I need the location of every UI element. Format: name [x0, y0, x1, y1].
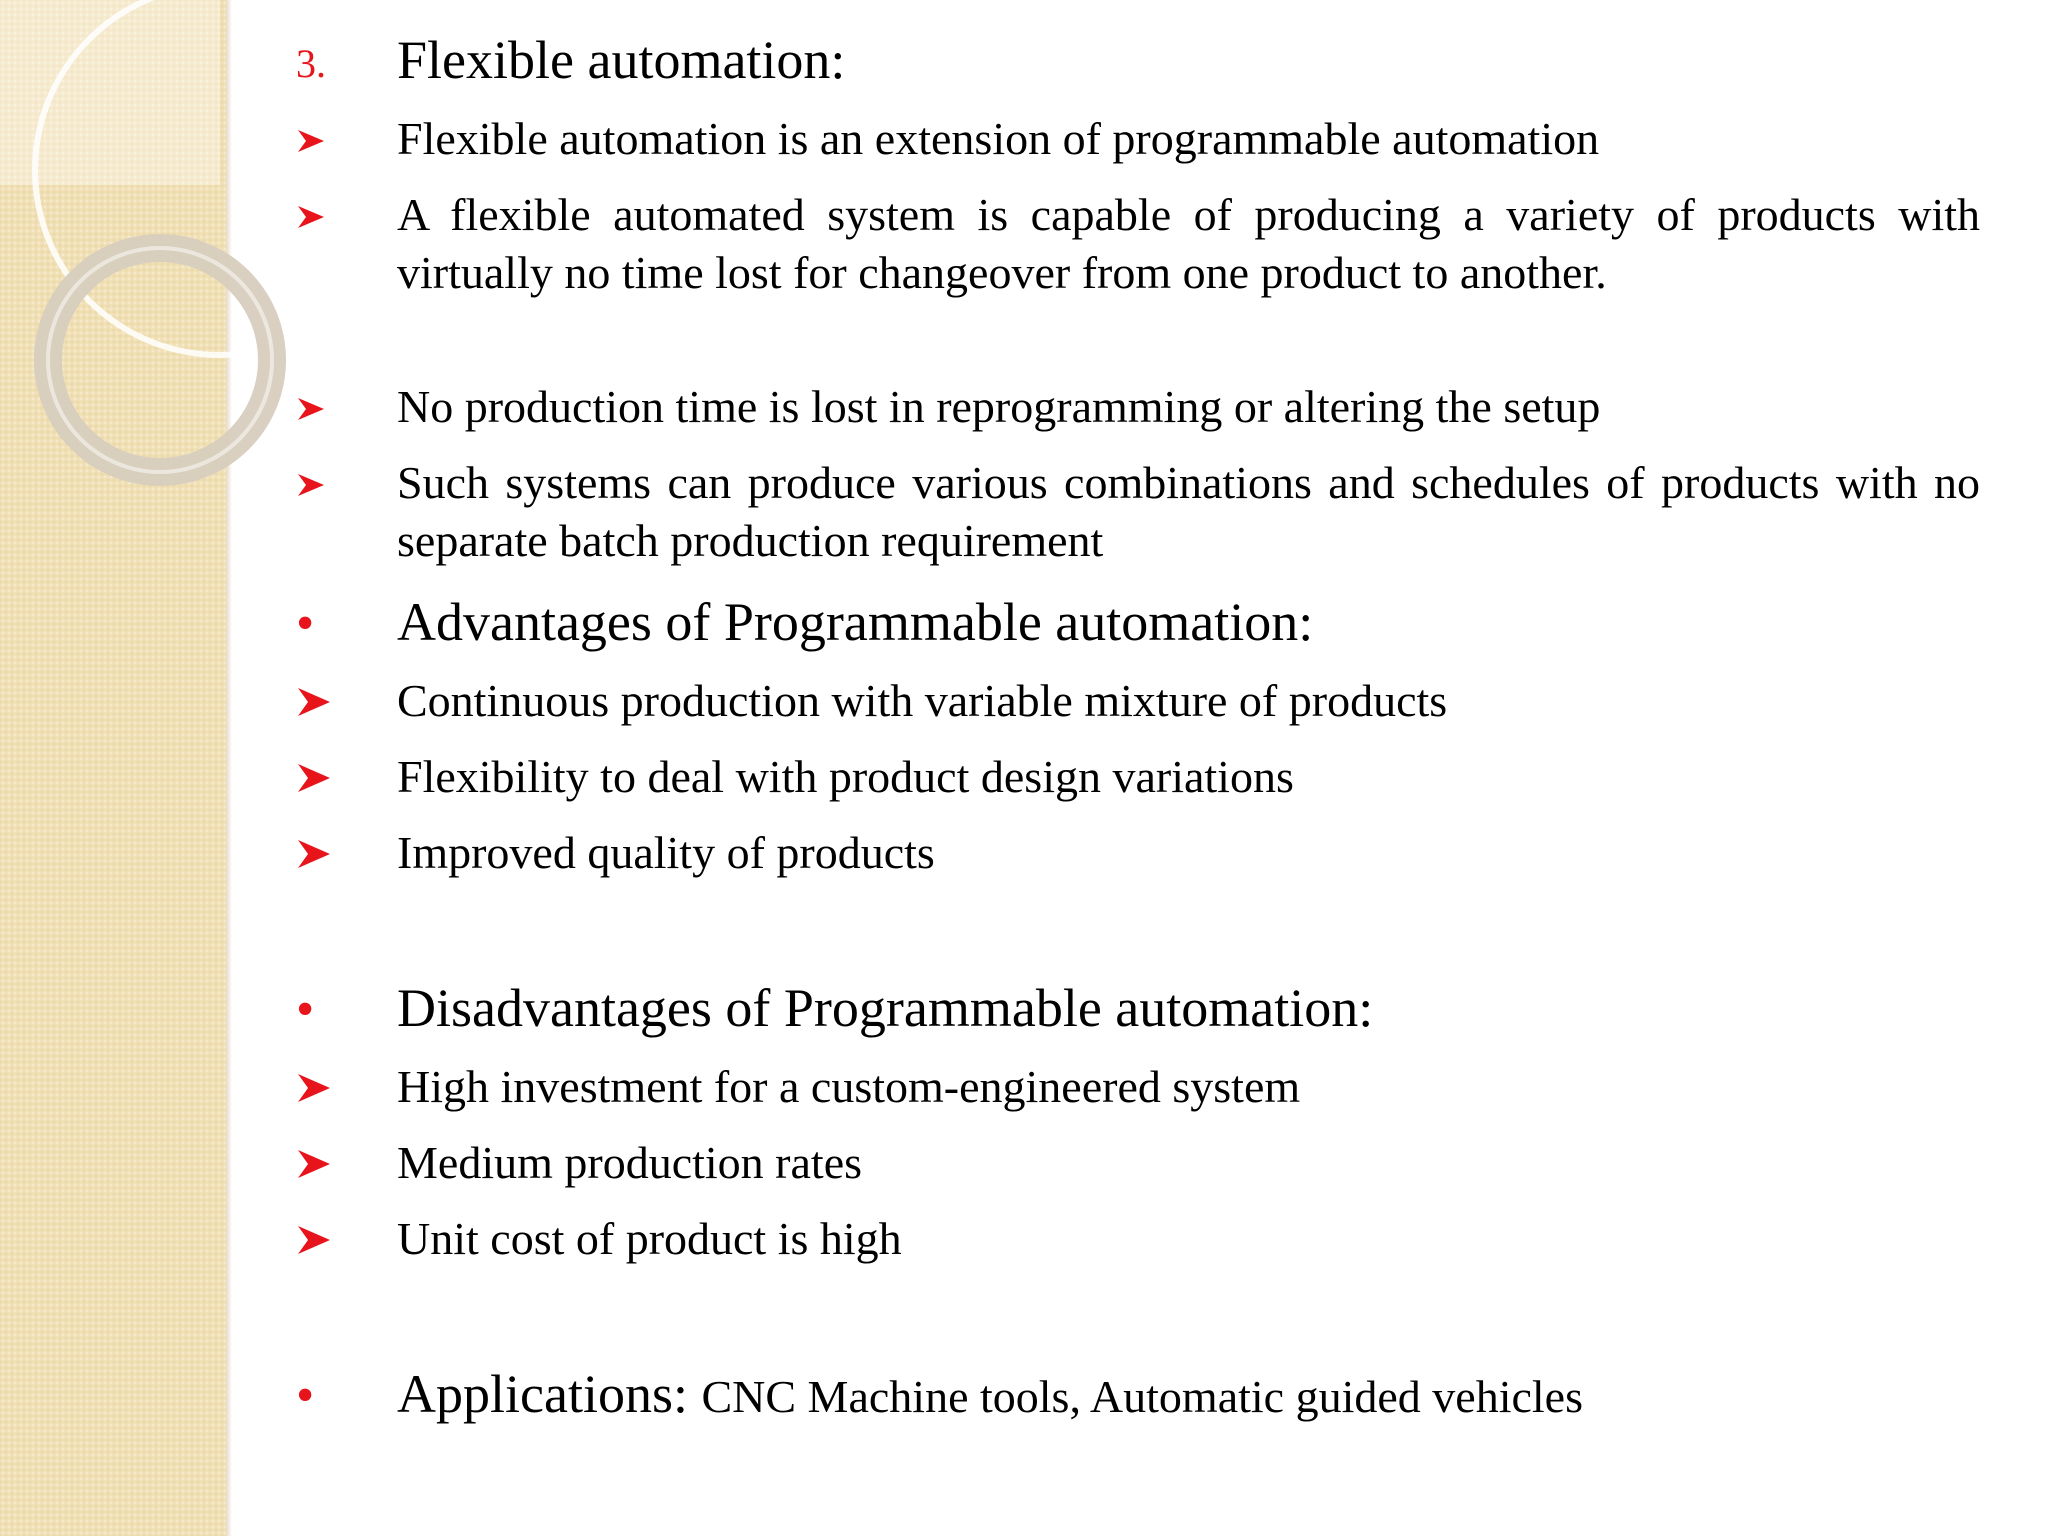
arrowhead-bullet-icon — [296, 1148, 332, 1180]
disadvantage-1: High investment for a custom-engineered system — [397, 1061, 1301, 1112]
round-bullet-icon: • — [296, 981, 315, 1038]
arrowhead-bullet-icon — [296, 838, 332, 870]
applications-value: CNC Machine tools, Automatic guided vehicles — [701, 1371, 1583, 1422]
round-bullet-icon: • — [296, 595, 315, 652]
arrowhead-bullet-icon — [296, 686, 332, 718]
arrowhead-bullet-icon — [296, 472, 326, 498]
section-point-4: Such systems can produce various combinations and schedules of products with no separate batch production requirement — [397, 457, 1980, 566]
advantages-title: Advantages of Programmable automation: — [397, 592, 1314, 652]
arrowhead-bullet-icon — [296, 396, 326, 422]
disadvantage-2: Medium production rates — [397, 1137, 863, 1188]
disadvantages-title: Disadvantages of Programmable automation: — [397, 978, 1374, 1038]
arrowhead-bullet-icon — [296, 128, 326, 154]
arrowhead-bullet-icon — [296, 1224, 332, 1256]
section-number: 3. — [296, 41, 326, 86]
section-point-2: A flexible automated system is capable of producing a variety of products with virtually no time lost for changeover from one product to another. — [397, 189, 1980, 298]
advantage-1: Continuous production with variable mixture of products — [397, 675, 1448, 726]
section-point-3: No production time is lost in reprogramming or altering the setup — [397, 381, 1601, 432]
disadvantage-3: Unit cost of product is high — [397, 1213, 902, 1264]
arrowhead-bullet-icon — [296, 1072, 332, 1104]
arrowhead-bullet-icon — [296, 762, 332, 794]
advantage-2: Flexibility to deal with product design variations — [397, 751, 1294, 802]
section-title: Flexible automation: — [397, 30, 846, 90]
arrowhead-bullet-icon — [296, 204, 326, 230]
round-bullet-icon: • — [296, 1367, 315, 1424]
applications-line — [397, 1362, 1980, 1429]
section-point-1: Flexible automation is an extension of programmable automation — [397, 113, 1600, 164]
applications-label: Applications: — [397, 1364, 688, 1424]
advantage-3: Improved quality of products — [397, 827, 935, 878]
